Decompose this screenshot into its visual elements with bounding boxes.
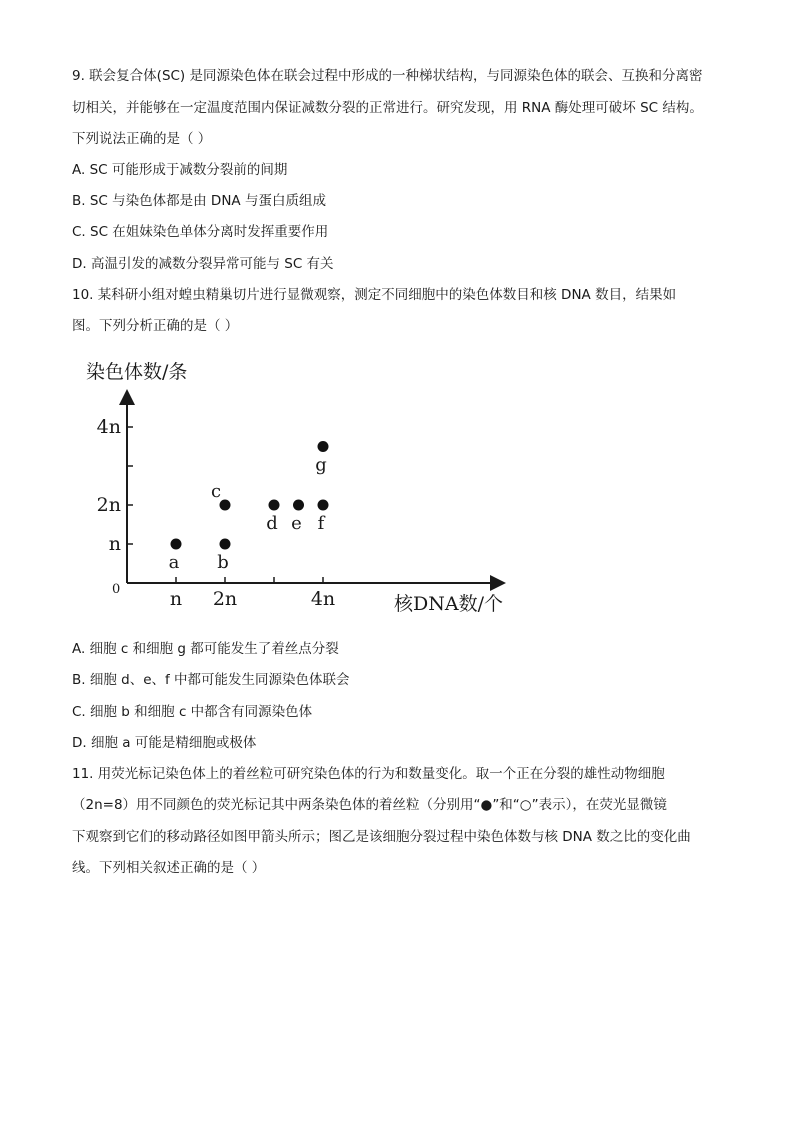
point-e [293, 500, 304, 511]
origin-label: 0 [112, 582, 121, 597]
point-g [318, 441, 329, 452]
q9-option-c: C. SC 在姐妹染色单体分离时发挥重要作用 [72, 224, 329, 240]
point-a [171, 539, 182, 550]
q10-option-a: A. 细胞 c 和细胞 g 都可能发生了着丝点分裂 [72, 641, 339, 657]
q11-line-1: 11. 用荧光标记染色体上的着丝粒可研究染色体的行为和数量变化。取一个正在分裂的雄性动物细胞 [72, 766, 665, 782]
q9-option-a: A. SC 可能形成于减数分裂前的间期 [72, 162, 288, 178]
x-axis-label: 核DNA数/个 [394, 593, 503, 615]
y-tick-label: 2n [96, 494, 121, 516]
q10-line-1: 10. 某科研小组对蝗虫精巢切片进行显微观察，测定不同细胞中的染色体数目和核 DNA 数目，结果如 [72, 287, 677, 303]
q9-option-b: B. SC 与染色体都是由 DNA 与蛋白质组成 [72, 193, 326, 209]
q10-line-2: 图。下列分析正确的是（ ） [72, 318, 239, 334]
q11-line-4: 线。下列相关叙述正确的是（ ） [72, 860, 266, 876]
point-label-e: e [291, 513, 302, 534]
point-label-f: f [317, 513, 325, 534]
q9-line-1: 9. 联会复合体(SC) 是同源染色体在联会过程中形成的一种梯状结构，与同源染色体的联会、互换和分离密 [72, 68, 703, 84]
point-d [269, 500, 280, 511]
q10-option-b: B. 细胞 d、e、f 中都可能发生同源染色体联会 [72, 672, 350, 688]
q11-line-3: 下观察到它们的移动路径如图甲箭头所示；图乙是该细胞分裂过程中染色体数与核 DNA 数之比的变化曲 [72, 829, 691, 845]
q11-line-2: （2n=8）用不同颜色的荧光标记其中两条染色体的着丝粒（分别用“●”和“○”表示），在荧光显微镜 [72, 797, 667, 813]
x-tick-label: 4n [310, 588, 336, 610]
y-tick-label: n [108, 533, 121, 555]
y-axis-label: 染色体数/条 [86, 361, 188, 383]
point-label-b: b [217, 552, 229, 573]
point-label-c: c [210, 481, 222, 502]
point-label-d: d [266, 513, 278, 534]
point-b [220, 539, 231, 550]
point-label-a: a [168, 552, 180, 573]
chromosome-dna-scatter-chart [72, 345, 532, 635]
x-tick-label: 2n [212, 588, 238, 610]
x-tick-label: n [169, 588, 183, 610]
q9-option-d: D. 高温引发的减数分裂异常可能与 SC 有关 [72, 256, 334, 272]
q10-option-d: D. 细胞 a 可能是精细胞或极体 [72, 735, 257, 751]
y-tick-label: 4n [96, 416, 121, 438]
chart-svg [72, 345, 532, 635]
q10-option-c: C. 细胞 b 和细胞 c 中都含有同源染色体 [72, 704, 313, 720]
point-f [318, 500, 329, 511]
point-c [220, 500, 231, 511]
q9-line-2: 切相关，并能够在一定温度范围内保证减数分裂的正常进行。研究发现，用 RNA 酶处理可破坏 SC 结构。 [72, 100, 703, 116]
q9-line-3: 下列说法正确的是（ ） [72, 131, 212, 147]
point-label-g: g [315, 454, 327, 476]
